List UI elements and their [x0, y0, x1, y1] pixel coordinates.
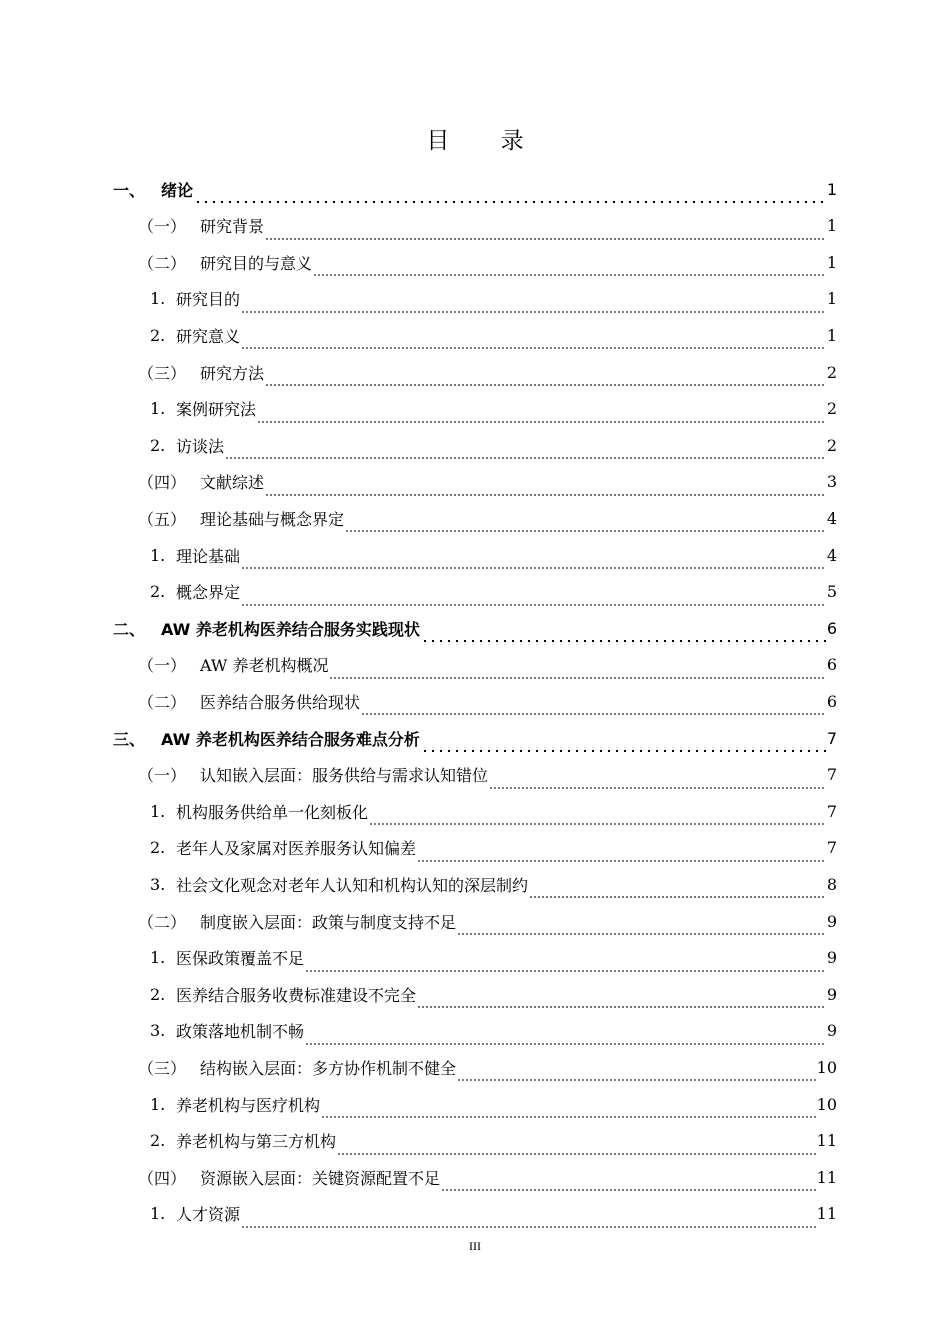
dot-leader: [257, 403, 826, 427]
toc-entry-page: 11: [816, 1131, 837, 1151]
toc-entry-title: 研究意义: [176, 326, 241, 346]
dot-leader: [417, 988, 826, 1012]
toc-entry[interactable]: [150, 1086, 837, 1122]
toc-entry-page: 4: [826, 545, 837, 565]
toc-entry-number: 1.: [150, 399, 166, 419]
toc-entry-title: 机构服务供给单一化刻板化: [176, 802, 369, 822]
toc-entry[interactable]: [150, 1123, 837, 1159]
toc-entry-page: 3: [826, 472, 837, 492]
toc-entry-number: （一）: [138, 656, 187, 676]
toc-entry-title: 理论基础与概念界定: [200, 509, 345, 529]
toc-entry-title: 研究背景: [200, 217, 265, 237]
toc-entry-number: （二）: [138, 253, 187, 273]
toc-entry[interactable]: [138, 354, 837, 390]
toc-entry-number: 2.: [150, 1131, 166, 1151]
toc-entry-title: 社会文化观念对老年人认知和机构认知的深层制约: [176, 875, 529, 895]
dot-leader: [241, 329, 826, 353]
toc-entry-page: 9: [826, 1021, 837, 1041]
toc-entry-page: 8: [826, 874, 837, 894]
dot-leader: [265, 366, 826, 390]
toc-entry-page: 7: [826, 765, 837, 785]
toc-entry-number: （二）: [138, 912, 187, 932]
toc-entry-page: 1: [826, 289, 837, 309]
toc-entry-number: 2.: [150, 435, 166, 455]
toc-entry-number: 一、: [113, 180, 146, 200]
dot-leader: [305, 1025, 826, 1049]
toc-entry-title: 政策落地机制不畅: [176, 1022, 305, 1042]
toc-entry-title: 案例研究法: [176, 400, 257, 420]
dot-leader: [369, 805, 826, 829]
toc-entry[interactable]: [150, 1013, 837, 1049]
toc-entry[interactable]: [150, 427, 837, 463]
toc-entry-number: 二、: [113, 619, 146, 639]
dot-leader: [321, 1098, 816, 1122]
toc-entry-title: 研究目的与意义: [200, 253, 313, 273]
toc-entry-page: 6: [826, 691, 837, 711]
toc-entry[interactable]: [150, 793, 837, 829]
toc-entry[interactable]: [138, 244, 837, 280]
dot-leader: [329, 659, 825, 683]
toc-entry-page: 7: [826, 728, 837, 748]
toc-entry[interactable]: [150, 866, 837, 902]
dot-leader: [529, 878, 826, 902]
toc-entry-page: 1: [826, 252, 837, 272]
dot-leader: [225, 439, 826, 463]
dot-leader: [457, 1061, 816, 1085]
toc-entry-number: 2.: [150, 325, 166, 345]
toc-entry-number: 2.: [150, 582, 166, 602]
toc-entry-title: 绪论: [161, 180, 194, 200]
toc-entry-number: （五）: [138, 509, 187, 529]
toc-entry[interactable]: [138, 647, 837, 683]
toc-entry-number: 2.: [150, 838, 166, 858]
dot-leader: [241, 293, 826, 317]
toc-entry[interactable]: [113, 610, 837, 646]
toc-entry[interactable]: [138, 757, 837, 793]
toc-entry-number: 3.: [150, 874, 166, 894]
toc-entry-page: 5: [826, 582, 837, 602]
toc-entry-title: 认知嵌入层面：服务供给与需求认知错位: [200, 766, 489, 786]
toc-entry-title: AW 养老机构概况: [200, 656, 329, 676]
toc-entry-title: AW 养老机构医养结合服务实践现状: [161, 619, 420, 639]
toc-entry[interactable]: [150, 574, 837, 610]
dot-leader: [361, 695, 826, 719]
dot-leader: [313, 256, 826, 280]
toc-entry-number: （四）: [138, 1168, 187, 1188]
toc-entry-page: 10: [816, 1094, 837, 1114]
toc-entry-number: 1.: [150, 1094, 166, 1114]
toc-entry-page: 9: [826, 984, 837, 1004]
dot-leader: [265, 476, 826, 500]
toc-entry[interactable]: [150, 1196, 837, 1232]
toc-entry-title: 人才资源: [176, 1205, 241, 1225]
dot-leader: [417, 842, 826, 866]
toc-entry-page: 4: [826, 508, 837, 528]
toc-entry[interactable]: [113, 720, 837, 756]
toc-entry-number: 1.: [150, 948, 166, 968]
toc-entry-number: （一）: [138, 217, 187, 237]
toc-entry-title: 结构嵌入层面：多方协作机制不健全: [200, 1058, 457, 1078]
dot-leader: [241, 586, 826, 610]
toc-entry-number: （三）: [138, 363, 187, 383]
toc-entry-page: 11: [816, 1204, 837, 1224]
toc-entry-title: 医养结合服务收费标准建设不完全: [176, 985, 417, 1005]
page-number: III: [469, 1239, 481, 1253]
toc-entry-number: （四）: [138, 473, 187, 493]
dot-leader: [441, 1171, 816, 1195]
dot-leader: [194, 183, 826, 207]
toc-entry[interactable]: [150, 317, 837, 353]
toc-entry-title: 研究目的: [176, 290, 241, 310]
toc-entry-title: 资源嵌入层面：关键资源配置不足: [200, 1168, 441, 1188]
toc-entry[interactable]: [138, 1049, 837, 1085]
toc-entry-page: 2: [826, 362, 837, 382]
toc-entry[interactable]: [138, 903, 837, 939]
dot-leader: [457, 915, 826, 939]
toc-entry-page: 1: [826, 325, 837, 345]
page-title: 目 录: [426, 128, 546, 154]
dot-leader: [489, 769, 826, 793]
toc-entry[interactable]: [113, 171, 837, 207]
toc-entry-page: 9: [826, 911, 837, 931]
dot-leader: [421, 622, 826, 646]
toc-entry-number: （三）: [138, 1058, 187, 1078]
dot-leader: [265, 220, 826, 244]
dot-leader: [337, 1135, 816, 1159]
toc-entry-title: AW 养老机构医养结合服务难点分析: [161, 729, 420, 749]
toc-entry-number: （一）: [138, 766, 187, 786]
toc-entry-title: 医养结合服务供给现状: [200, 692, 361, 712]
toc-entry-number: 2.: [150, 984, 166, 1004]
toc-entry-page: 10: [816, 1057, 837, 1077]
toc-entry[interactable]: [150, 391, 837, 427]
toc-entry[interactable]: [138, 208, 837, 244]
toc-entry[interactable]: [150, 537, 837, 573]
toc-entry-title: 老年人及家属对医养服务认知偏差: [176, 839, 417, 859]
toc-entry-page: 1: [826, 216, 837, 236]
toc-entry-page: 2: [826, 435, 837, 455]
toc-entry-title: 理论基础: [176, 546, 241, 566]
toc-entry-page: 11: [816, 1167, 837, 1187]
toc-entry-page: 6: [826, 655, 837, 675]
toc-entry-page: 7: [826, 838, 837, 858]
toc-entry-title: 访谈法: [176, 436, 225, 456]
toc-entry-number: 三、: [113, 729, 146, 749]
toc-entry-page: 9: [826, 948, 837, 968]
toc-entry-title: 养老机构与医疗机构: [176, 1095, 321, 1115]
toc-entry-number: 1.: [150, 1204, 166, 1224]
toc-entry[interactable]: [150, 830, 837, 866]
toc-entry-number: 1.: [150, 801, 166, 821]
toc-entry[interactable]: [138, 500, 837, 536]
toc-entry-title: 文献综述: [200, 473, 265, 493]
toc-entry[interactable]: [150, 940, 837, 976]
toc-entry[interactable]: [138, 1159, 837, 1195]
toc-entry-number: （二）: [138, 692, 187, 712]
toc-entry-number: 1.: [150, 289, 166, 309]
dot-leader: [305, 952, 826, 976]
toc-entry-title: 概念界定: [176, 583, 241, 603]
toc-entry-page: 2: [826, 399, 837, 419]
toc-entry-title: 养老机构与第三方机构: [176, 1132, 337, 1152]
toc-entry[interactable]: [138, 683, 837, 719]
toc-entry[interactable]: [138, 464, 837, 500]
toc-entry[interactable]: [150, 976, 837, 1012]
toc-entry-page: 6: [826, 618, 837, 638]
toc-entry-page: 7: [826, 801, 837, 821]
toc-entry[interactable]: [150, 281, 837, 317]
dot-leader: [241, 549, 826, 573]
dot-leader: [421, 732, 826, 756]
toc-entry-title: 研究方法: [200, 363, 265, 383]
toc-entry-number: 1.: [150, 545, 166, 565]
dot-leader: [345, 512, 826, 536]
toc-entry-title: 制度嵌入层面：政策与制度支持不足: [200, 912, 457, 932]
toc-entry-title: 医保政策覆盖不足: [176, 949, 305, 969]
toc-entry-page: 1: [826, 179, 837, 199]
dot-leader: [241, 1208, 816, 1232]
toc-entry-number: 3.: [150, 1021, 166, 1041]
